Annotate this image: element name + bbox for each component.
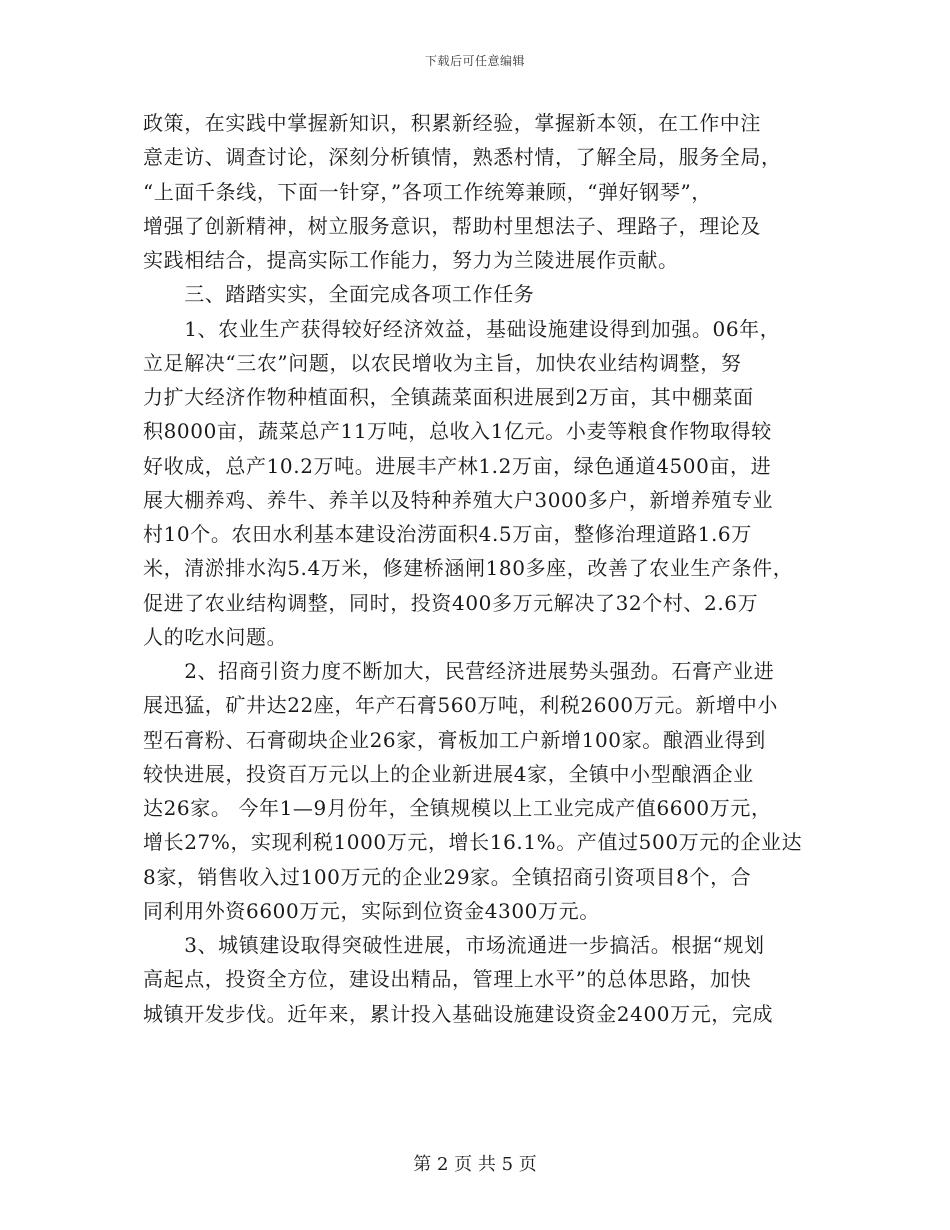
text-line: 增长27%，实现利税1000万元，增长16.1%。产值过500万元的企业达 (143, 830, 803, 855)
text-line: 1、农业生产获得较好经济效益，基础设施建设得到加强。06年， (143, 316, 781, 341)
text-line: 好收成，总产10.2万吨。进展丰产林1.2万亩，绿色通道4500亩，进 (143, 453, 772, 478)
document-body (143, 106, 823, 1031)
text-line: 人的吃水问题。 (143, 624, 288, 649)
text-line: 三、踏踏实实，全面完成各项工作任务 (143, 282, 535, 307)
text-line: 力扩大经济作物种植面积，全镇蔬菜面积进展到2万亩，其中棚菜面 (143, 385, 754, 409)
text-line: 展迅猛，矿井达22座，年产石膏560万吨，利税2600万元。新增中小 (143, 693, 778, 718)
text-line: 展大棚养鸡、养牛、养羊以及特种养殖大户3000多户，新增养殖专业 (143, 487, 774, 512)
text-line: 城镇开发步伐。近年来，累计投入基础设施建设资金2400万元，完成 (143, 1001, 774, 1026)
text-line: 促进了农业结构调整，同时，投资400多万元解决了32个村、2.6万 (143, 590, 759, 615)
text-line: “上面千条线，下面一针穿，”各项工作统筹兼顾，“弹好钢琴”， (143, 179, 712, 204)
text-line: 同利用外资6600万元，实际到位资金4300万元。 (143, 898, 600, 923)
text-line: 意走访、调查讨论，深刻分析镇情，熟悉村情，了解全局，服务全局， (143, 145, 782, 170)
text-line: 型石膏粉、石膏砌块企业26家，膏板加工户新增100家。酿酒业得到 (143, 727, 766, 752)
text-line: 3、城镇建设取得突破性进展，市场流通进一步搞活。根据“规划 (143, 933, 765, 957)
page-header: 下载后可任意编辑 (424, 54, 525, 68)
text-line: 增强了创新精神，树立服务意识，帮助村里想法子、理路子，理论及 (143, 213, 761, 238)
text-line: 实践相结合，提高实际工作能力，努力为兰陵进展作贡献。 (143, 248, 679, 272)
text-line: 高起点，投资全方位，建设出精品，管理上水平”的总体思路，加快 (143, 967, 752, 992)
text-line: 政策，在实践中掌握新知识，积累新经验，掌握新本领，在工作中注 (143, 111, 761, 135)
text-line: 米，清淤排水沟5.4万米，修建桥涵闸180多座，改善了农业生产条件， (143, 556, 794, 581)
text-line: 2、招商引资力度不断加大，民营经济进展势头强劲。石膏产业进 (143, 659, 775, 683)
text-line: 积8000亩，蔬菜总产11万吨，总收入1亿元。小麦等粮食作物取得较 (143, 419, 772, 444)
text-line: 8家，销售收入过100万元的企业29家。全镇招商引资项目8个，合 (143, 864, 752, 889)
text-line: 村10个。农田水利基本建设治涝面积4.5万亩，整修治理道路1.6万 (143, 522, 752, 546)
page-number-footer: 第 2 页 共 5 页 (413, 1154, 537, 1175)
text-line: 较快进展，投资百万元以上的企业新进展4家，全镇中小型酿酒企业 (143, 761, 754, 786)
text-line: 立足解决“三农”问题，以农民增收为主旨，加快农业结构调整，努 (143, 350, 742, 375)
text-line: 达26家。 今年1—9月份年，全镇规模以上工业完成产值6600万元， (143, 796, 772, 820)
